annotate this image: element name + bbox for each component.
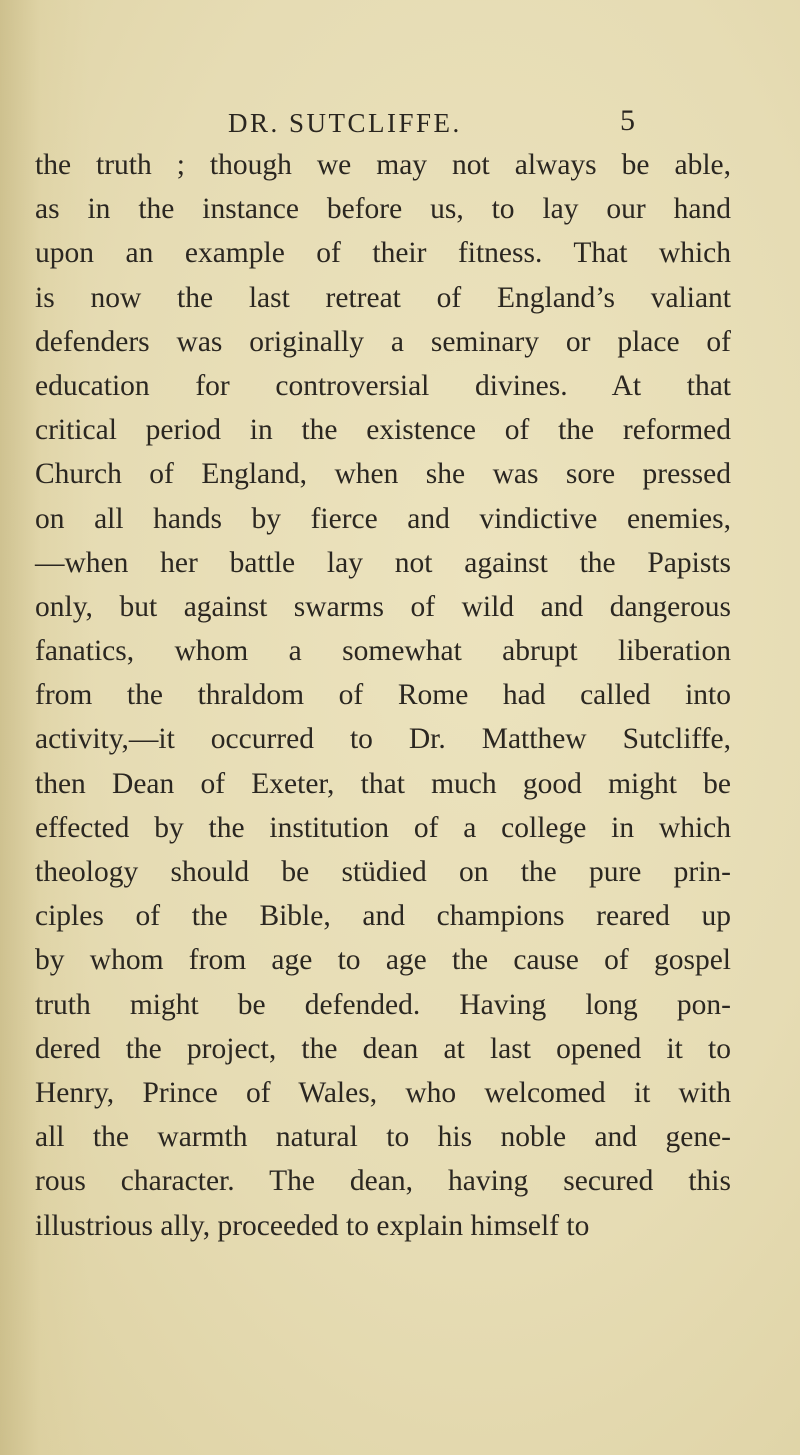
running-head <box>0 104 800 148</box>
text-line: activity,—it occurred to Dr. Matthew Sutcliffe, <box>35 723 731 756</box>
text-line: education for controversial divines. At that <box>35 369 731 402</box>
text-line: —when her battle lay not against the Papists <box>35 546 731 579</box>
text-line: as in the instance before us, to lay our hand <box>35 193 731 226</box>
running-title: DR. SUTCLIFFE. <box>228 108 462 138</box>
text-line: then Dean of Exeter, that much good might be <box>35 767 731 800</box>
body-text <box>35 143 731 1248</box>
text-line: by whom from age to age the cause of gospel <box>35 944 731 977</box>
text-line: from the thraldom of Rome had called into <box>35 679 731 712</box>
text-line: only, but against swarms of wild and dangerous <box>35 590 731 623</box>
text-line: Church of England, when she was sore pressed <box>35 458 731 491</box>
text-line: defenders was originally a seminary or place of <box>35 325 731 358</box>
text-line: illustrious ally, proceeded to explain himself to <box>35 1209 590 1242</box>
text-line: ciples of the Bible, and champions reared up <box>35 900 731 933</box>
text-line: upon an example of their fitness. That which <box>35 237 731 270</box>
text-line: dered the project, the dean at last opened it to <box>35 1032 731 1065</box>
text-line: critical period in the existence of the reformed <box>35 414 731 447</box>
text-line: fanatics, whom a somewhat abrupt liberation <box>35 635 731 668</box>
text-line: truth might be defended. Having long pon- <box>35 988 731 1021</box>
text-line: the truth ; though we may not always be able, <box>35 149 731 181</box>
text-line: theology should be stüdied on the pure prin- <box>35 856 731 888</box>
page-number: 5 <box>620 104 635 137</box>
text-line: on all hands by fierce and vindictive enemies, <box>35 502 731 535</box>
text-line: rous character. The dean, having secured this <box>35 1165 731 1198</box>
text-line: all the warmth natural to his noble and gene- <box>35 1121 731 1154</box>
text-line: effected by the institution of a college in which <box>35 811 731 844</box>
text-line: Henry, Prince of Wales, who welcomed it with <box>35 1076 731 1109</box>
text-line: is now the last retreat of England’s valiant <box>35 281 731 314</box>
